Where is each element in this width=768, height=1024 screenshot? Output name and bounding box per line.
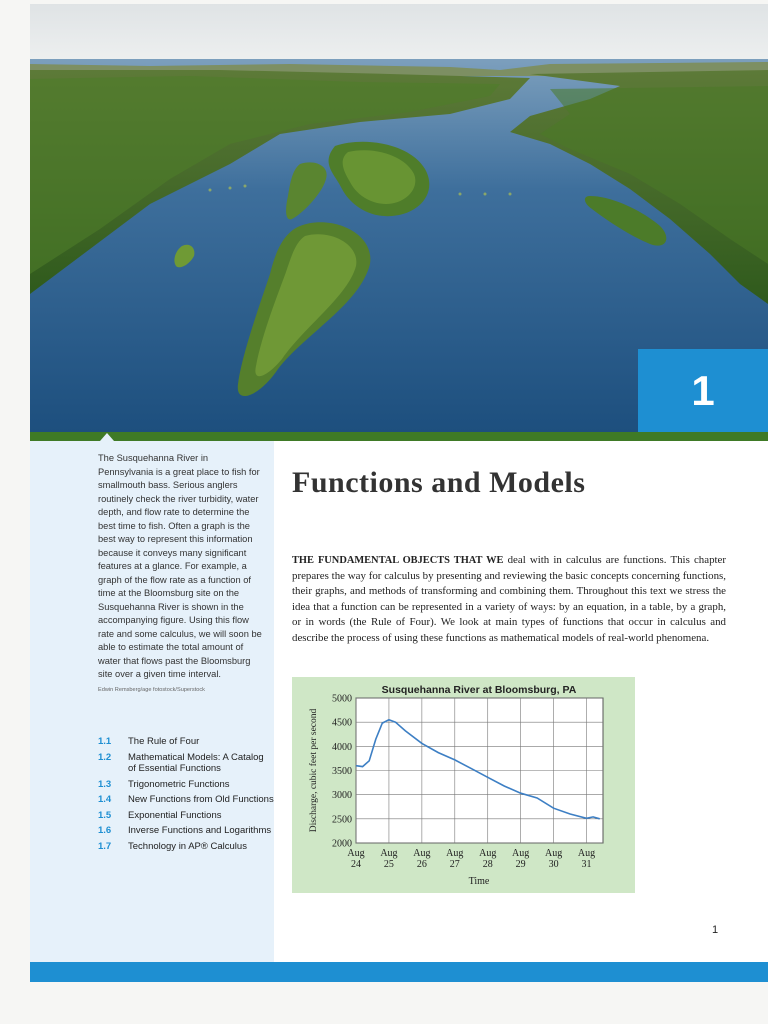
chapter-number-badge [638,349,768,432]
section-title: New Functions from Old Functions [128,794,274,805]
section-number: 1.4 [98,794,112,805]
x-tick-day: 28 [482,859,493,870]
section-list-item [98,825,274,837]
x-tick-day: 26 [416,859,427,870]
section-title: Technology in AP® Calculus [128,840,247,852]
y-axis-label: Discharge, cubic feet per second [309,708,319,833]
chapter-intro [292,553,726,647]
chart-canvas [292,677,635,893]
intro-lead: THE FUNDAMENTAL OBJECTS THAT WE [292,555,504,566]
caption-pointer [100,433,114,441]
photo-credit: Edwin Remsberg/age fotostock/Superstock [98,687,205,693]
photo-caption: The Susquehanna River in Pennsylvania is a great place to fish for smallmouth bass. Serious anglers routinely check the river turbidity, water depth, and flow rate to determine the best time to fish. Often a graph is the best way to represent this information because it conveys many significant features at a glance. For example, a graph of the flow rate as a function of time at the Bloomsburg site on the Susquehanna River is shown in the accompanying figure. Using this flow rate and some calculus, we will soon be able to estimate the total amount of water that flows past the Bloomsburg site over a given time interval. [98,453,262,679]
x-axis-label: Time [468,876,490,887]
section-title: Inverse Functions and Logarithms [128,825,272,836]
x-tick-month: Aug [479,848,497,859]
section-list-item [98,810,274,822]
footer-band [30,962,768,982]
page-number: 1 [712,924,719,936]
section-number: 1.7 [98,840,112,852]
section-title: Exponential Functions [128,809,222,821]
discharge-chart [292,677,635,893]
x-tick-month: Aug [544,848,563,859]
section-list-item [98,841,274,853]
x-tick-month: Aug [577,848,596,859]
section-list [98,736,274,856]
textbook-page [30,4,768,982]
section-title: Trigonometric Functions [128,778,230,790]
x-tick-day: 27 [449,859,460,870]
x-tick-month: Aug [347,848,365,859]
y-tick-label: 5000 [332,693,352,705]
x-tick-day: 24 [351,859,361,870]
section-number: 1.5 [98,809,112,821]
chapter-title: Functions and Models [292,466,586,499]
intro-body: deal with in calculus are functions. This chapter prepares the way for calculus by presenting and reviewing the basic concepts concerning functions, their graphs, and methods of transforming and combining them. Throughout this text we stress the idea that a function can be represented in a variety of ways: by an equation, in a table, by a graph, or in words (the Rule of Four). We look at main types of functions that occur in calculus and describe the process of using these functions as mathematical models of real-world phenomena. [292,554,726,644]
y-tick-label: 4000 [332,741,352,753]
chapter-number: 1 [691,366,715,414]
section-number: 1.3 [98,778,112,790]
photo-divider [30,432,768,441]
section-list-item [98,794,274,806]
x-tick-day: 31 [581,859,592,870]
x-tick-day: 25 [383,859,394,870]
section-number: 1.1 [98,736,112,747]
x-tick-month: Aug [380,848,398,859]
section-number: 1.2 [98,751,112,763]
y-tick-label: 3000 [332,790,352,802]
x-tick-day: 30 [548,859,559,870]
y-tick-label: 3500 [332,766,352,777]
section-list-item [98,752,274,775]
x-tick-month: Aug [446,848,464,859]
y-tick-label: 4500 [332,717,352,729]
x-tick-month: Aug [512,848,530,859]
section-list-item [98,779,274,791]
section-list-item [98,736,274,748]
section-title: Mathematical Models: A Catalog of Essential Functions [128,751,264,774]
section-number: 1.6 [98,825,112,836]
y-tick-label: 2500 [332,814,352,826]
x-tick-month: Aug [413,848,431,859]
chart-title: Susquehanna River at Bloomsburg, PA [381,684,577,696]
y-tick-label: 2000 [332,838,352,850]
section-title: The Rule of Four [128,736,200,747]
x-tick-day: 29 [515,859,526,870]
